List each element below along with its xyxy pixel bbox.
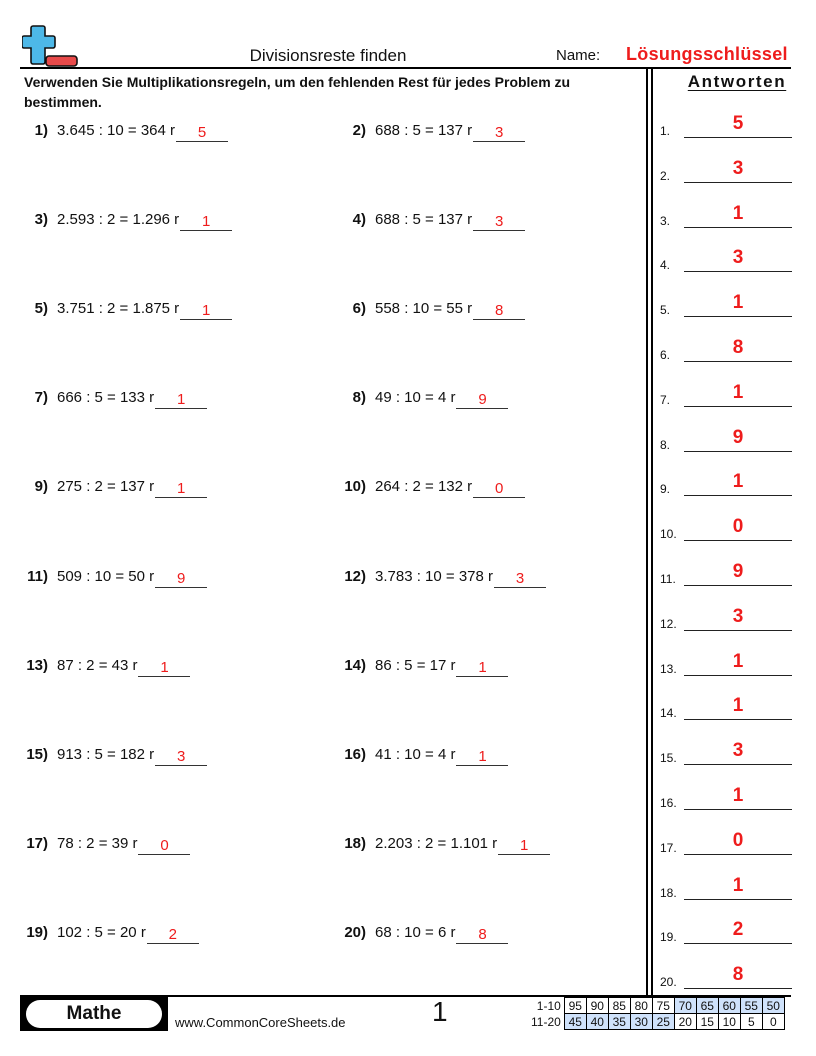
problem-expression: 688 : 5 = 137 r [375,211,473,228]
remainder-answer-field[interactable]: 0 [473,480,525,498]
score-cell: 65 [696,998,718,1014]
answer-key-value[interactable]: 8 [684,337,792,362]
remainder-answer-field[interactable]: 1 [456,659,508,677]
score-cell: 80 [630,998,652,1014]
answer-key-label: 3. [660,213,671,228]
answer-key-label: 10. [660,527,677,542]
problem-item [20,835,190,853]
answer-key-label: 4. [660,258,671,273]
answer-key-value[interactable]: 8 [684,964,792,989]
answer-key-label: 11. [660,572,676,586]
problem-item [330,389,508,407]
answer-key-value[interactable]: 1 [684,651,792,676]
score-cell: 70 [674,998,696,1014]
remainder-answer-field[interactable]: 3 [494,570,546,588]
answer-key-value[interactable]: 1 [684,785,792,810]
remainder-answer-field[interactable]: 1 [180,302,232,320]
remainder-answer-field[interactable]: 9 [456,391,508,409]
answer-key-label: 15. [660,751,677,766]
problem-number: 18) [344,835,366,852]
answer-key-value[interactable]: 1 [684,695,792,720]
answer-key-item [660,247,792,273]
score-cell: 30 [630,1014,652,1030]
answer-key-value[interactable]: 1 [684,875,792,900]
problem-expression: 2.203 : 2 = 1.101 r [375,835,498,852]
problem-expression: 3.783 : 10 = 378 r [375,568,494,585]
problem-item [330,835,550,853]
score-cell: 25 [652,1014,674,1030]
problem-expression: 264 : 2 = 132 r [375,478,473,495]
answer-key-item [660,874,792,900]
problem-item [20,389,207,407]
problem-expression: 275 : 2 = 137 r [57,478,155,495]
problem-item [330,924,508,942]
problem-number: 13) [26,657,48,674]
answer-key-value[interactable]: 2 [684,919,792,944]
name-value: Lösungsschlüssel [626,44,788,64]
answer-key-value[interactable]: 0 [684,516,792,541]
problem-expression: 87 : 2 = 43 r [57,657,138,674]
problem-item [20,746,207,764]
answer-key-label: 20. [660,975,677,990]
problem-expression: 688 : 5 = 137 r [375,122,473,139]
problem-number: 17) [26,835,48,852]
score-cell: 60 [718,998,740,1014]
remainder-answer-field[interactable]: 8 [473,302,525,320]
problem-item [20,478,207,496]
problem-number: 12) [344,568,366,585]
answer-key-label: 6. [660,348,671,362]
website-link[interactable]: www.CommonCoreSheets.de [175,1015,346,1030]
instructions: Verwenden Sie Multiplikationsregeln, um den fehlenden Rest für jedes Problem zu bestimmen. [24,74,571,110]
answer-key-label: 8. [660,437,671,452]
answer-key-value[interactable]: 1 [684,382,792,407]
answer-key-value[interactable]: 3 [684,158,792,183]
score-cell: 85 [608,998,630,1014]
answer-key-item [660,561,792,586]
answer-key-value[interactable]: 5 [684,113,792,138]
problem-number: 1) [34,122,48,139]
score-cell: 40 [586,1014,608,1030]
problem-number: 2) [352,122,366,139]
problem-number: 16) [344,746,366,763]
column-divider [651,69,653,995]
answer-key-value[interactable]: 3 [684,606,792,631]
answer-key-item [660,695,792,721]
answer-key-item [660,202,792,228]
problem-number: 9) [34,478,48,495]
answer-key-item [660,650,792,676]
header-divider [20,67,791,69]
remainder-answer-field[interactable]: 3 [473,124,525,142]
problem-number: 3) [34,211,48,228]
answer-key-label: 13. [660,661,677,676]
problem-number: 10) [344,478,366,495]
answer-key-item [660,516,792,542]
problem-number: 15) [26,746,48,763]
problem-item [20,924,199,942]
problem-expression: 2.593 : 2 = 1.296 r [57,211,180,228]
problem-item [330,746,508,764]
answer-key-value[interactable]: 1 [684,203,792,228]
remainder-answer-field[interactable]: 3 [155,748,207,766]
remainder-answer-field[interactable]: 1 [155,391,207,409]
problem-number: 7) [34,389,48,406]
problem-item [330,300,525,318]
answer-key-label: 9. [660,482,671,497]
answer-key-value[interactable]: 1 [684,292,792,317]
problem-expression: 49 : 10 = 4 r [375,389,456,406]
problem-number: 6) [352,300,366,317]
problem-expression: 558 : 10 = 55 r [375,300,473,317]
problem-item [20,300,232,318]
answer-key-label: 12. [660,616,677,631]
answer-key-item [660,964,792,990]
answer-key-item [660,381,792,407]
answer-key-item [660,113,792,138]
remainder-answer-field[interactable]: 1 [498,837,550,855]
answer-key-item [660,426,792,452]
answer-key-item [660,919,792,945]
problem-number: 14) [344,657,366,674]
problem-item [330,478,525,496]
score-cell: 95 [564,998,586,1014]
score-cell: 5 [740,1014,762,1030]
remainder-answer-field[interactable]: 8 [456,926,508,944]
score-cell: 10 [718,1014,740,1030]
remainder-answer-field[interactable]: 5 [176,124,228,142]
problem-expression: 68 : 10 = 6 r [375,924,456,941]
answer-key-item [660,292,792,318]
score-table [528,997,785,1030]
answer-key-label: 18. [660,885,677,900]
answer-key-value[interactable]: 3 [684,247,792,272]
answer-key-label: 14. [660,706,677,721]
answer-key-value[interactable]: 0 [684,830,792,855]
score-cell: 50 [762,998,784,1014]
score-row [528,1014,784,1030]
remainder-answer-field[interactable]: 1 [155,480,207,498]
problem-item [330,122,525,140]
problem-item [20,211,232,229]
answer-key-value[interactable]: 3 [684,740,792,765]
problem-number: 19) [26,924,48,941]
score-cell: 35 [608,1014,630,1030]
score-cell: 55 [740,998,762,1014]
answer-key-label: 2. [660,168,671,183]
score-row-label: 11-20 [531,1014,561,1029]
worksheet-title: Divisionsreste finden [249,46,407,65]
answer-key-item [660,337,792,362]
score-row [528,998,784,1014]
problem-number: 20) [344,924,366,941]
answer-key-label: 7. [660,392,671,407]
problem-expression: 86 : 5 = 17 r [375,657,456,674]
score-cell: 0 [762,1014,784,1030]
score-cell: 90 [586,998,608,1014]
remainder-answer-field[interactable]: 1 [138,659,190,677]
problem-item [20,122,228,140]
problem-item [330,568,546,586]
column-divider [646,69,648,995]
answer-key-item [660,785,792,810]
answer-key-item [660,605,792,631]
problem-expression: 913 : 5 = 182 r [57,746,155,763]
remainder-answer-field[interactable]: 2 [147,926,199,944]
score-cell: 45 [564,1014,586,1030]
problem-expression: 78 : 2 = 39 r [57,835,138,852]
answer-key-label: 16. [660,796,677,810]
answer-key-label: 1. [660,124,671,138]
answer-key-heading: Antworten [687,72,787,91]
remainder-answer-field[interactable]: 9 [155,570,207,588]
score-row-label: 1-10 [536,998,561,1013]
score-cell: 15 [696,1014,718,1030]
answer-key-label: 17. [660,840,677,855]
problem-expression: 3.645 : 10 = 364 r [57,122,176,139]
problem-item [330,211,525,229]
problem-expression: 509 : 10 = 50 r [57,568,155,585]
problem-number: 5) [34,300,48,317]
page-number: 1 [432,996,448,1027]
problem-number: 4) [352,211,366,228]
remainder-answer-field[interactable]: 0 [138,837,190,855]
answer-key-item [660,157,792,183]
remainder-answer-field[interactable]: 3 [473,213,525,231]
answer-key-value[interactable]: 1 [684,471,792,496]
remainder-answer-field[interactable]: 1 [456,748,508,766]
answer-key-value[interactable]: 9 [684,427,792,452]
problem-number: 11) [27,568,48,585]
problem-item [330,657,508,675]
name-label: Name: [556,47,601,64]
answer-key-item [660,740,792,766]
score-cell: 20 [674,1014,696,1030]
problem-item [20,657,190,675]
problem-expression: 666 : 5 = 133 r [57,389,155,406]
problem-item [20,568,207,586]
answer-key-label: 19. [660,930,677,945]
score-cell: 75 [652,998,674,1014]
remainder-answer-field[interactable]: 1 [180,213,232,231]
problem-number: 8) [352,389,366,406]
answer-key-value[interactable]: 9 [684,561,792,586]
problem-expression: 102 : 5 = 20 r [57,924,146,941]
subject-badge: Mathe [26,1000,162,1028]
problem-expression: 41 : 10 = 4 r [375,746,456,763]
answer-key-label: 5. [660,303,671,318]
answer-key-item [660,471,792,497]
problem-expression: 3.751 : 2 = 1.875 r [57,300,180,317]
answer-key-item [660,829,792,855]
